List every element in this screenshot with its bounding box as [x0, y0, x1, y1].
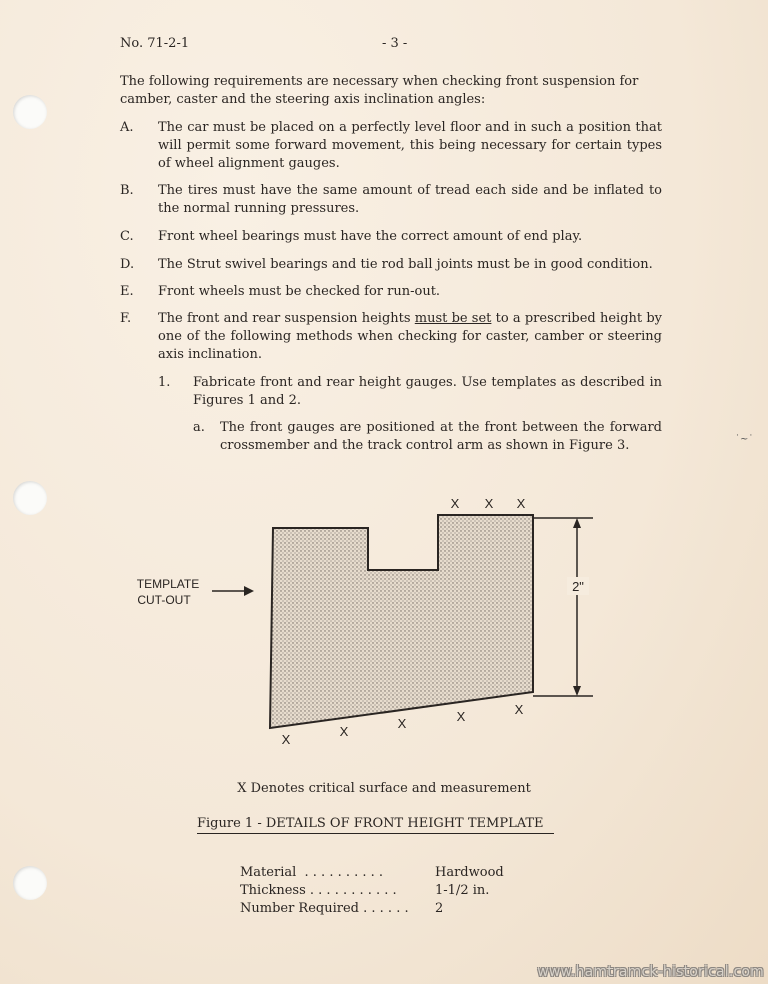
critical-mark: X [456, 709, 466, 724]
spec-value: Hardwood [435, 865, 504, 880]
spec-key: Number Required . . . . . . [240, 901, 409, 916]
item-text [158, 310, 662, 364]
item-text: Front wheels must be checked for run-out. [158, 284, 441, 299]
critical-mark: X [397, 716, 407, 731]
item-text: The car must be placed on a perfectly level floor and in such a position that will permit some forward movement, this being necessary for certain types of wheel alignment gauges. [158, 120, 662, 171]
figure-title: Figure 1 - DETAILS OF FRONT HEIGHT TEMPLATE [197, 816, 554, 834]
critical-mark: X [281, 732, 291, 747]
binder-hole-top [13, 95, 47, 129]
item-label: E. [120, 284, 134, 299]
template-label-line1: TEMPLATE [136, 577, 200, 591]
dimension-label: 2" [572, 579, 584, 594]
sub-item-text: Fabricate front and rear height gauges. Use templates as described in Figures 1 and 2. [193, 375, 662, 408]
critical-mark: X [339, 724, 349, 739]
critical-mark: X [516, 496, 526, 511]
figure-caption: X Denotes critical surface and measurement [237, 781, 531, 796]
spec-key: Material . . . . . . . . . . [240, 865, 384, 880]
document-number: No. 71-2-1 [120, 36, 190, 51]
front-height-template-diagram [120, 490, 640, 750]
intro-paragraph: The following requirements are necessary when checking front suspension for camber, caster and the steering axis inclination angles: [120, 74, 639, 107]
underlined-phrase: must be set [414, 311, 492, 326]
item-text: The tires must have the same amount of tread each side and be inflated to the normal running pressures. [158, 183, 662, 216]
spec-key: Thickness . . . . . . . . . . . [240, 883, 397, 898]
item-label: A. [120, 120, 134, 135]
sub-item-text: The front gauges are positioned at the front between the forward crossmember and the track control arm as shown in Figure 3. [220, 420, 662, 453]
item-label: D. [120, 257, 135, 272]
sub-item-label: 1. [158, 375, 171, 390]
item-text: Front wheel bearings must have the correct amount of end play. [158, 229, 583, 244]
website-watermark: www.hamtramck-historical.com [537, 964, 764, 980]
spec-row-thickness [240, 882, 504, 900]
pointer-arrow-head [244, 586, 254, 596]
spec-value: 1-1/2 in. [435, 883, 490, 898]
arrow-head-up [573, 518, 581, 528]
item-text-start: The front and rear suspension heights [158, 311, 415, 326]
binder-hole-bottom [13, 866, 47, 900]
specification-list [240, 864, 504, 918]
item-text: The Strut swivel bearings and tie rod ball joints must be in good condition. [158, 257, 653, 272]
arrow-head-down [573, 686, 581, 696]
item-text-end: to a prescribed height by one of the following methods when checking for caster, camber or steering axis inclination. [158, 311, 662, 362]
item-label: F. [120, 311, 132, 326]
spec-row-material [240, 864, 504, 882]
page-number: - 3 - [382, 36, 408, 51]
binder-hole-middle [13, 481, 47, 515]
item-label: B. [120, 183, 134, 198]
template-shape [270, 515, 533, 728]
critical-mark: X [450, 496, 460, 511]
spec-value: 2 [435, 901, 444, 916]
critical-mark: X [484, 496, 494, 511]
item-label: C. [120, 229, 134, 244]
sub-item-label: a. [193, 420, 205, 435]
spec-row-number-required [240, 900, 504, 918]
margin-smudge: ˙~˙ [735, 434, 754, 445]
template-label-line2: CUT-OUT [137, 593, 191, 607]
critical-mark: X [514, 702, 524, 717]
